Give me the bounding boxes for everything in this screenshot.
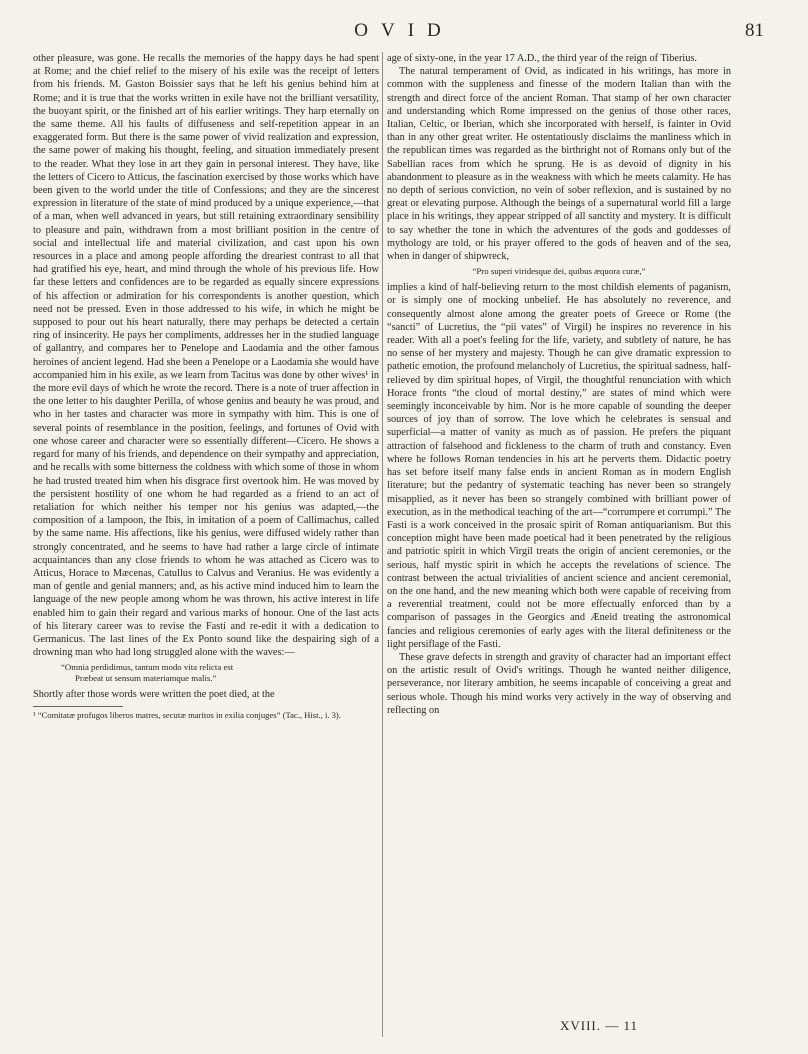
right-column: [387, 52, 731, 1037]
right-paragraph-4: These grave defects in strength and gravity of character had an important effect on the artistic result of Ovid's writings. Though he wanted neither diligence, perseverance, nor literary ambition, he seems incapable of conceiving a great and serious whole. Though his mind works very actively in the way of observing and reflecting on: [387, 651, 731, 716]
running-head: [0, 20, 808, 46]
quote-line-1: “Omnia perdidimus, tantum modo vita relicta est: [61, 662, 234, 673]
right-paragraph-1: age of sixty-one, in the year 17 A.D., the third year of the reign of Tiberius.: [387, 53, 697, 64]
left-column: [33, 52, 379, 1037]
signature-mark: XVIII. — 11: [560, 1018, 639, 1033]
footnote: ¹ “Comitatæ profugos liberos matres, secutæ maritos in exilia conjuges” (Tac., Hist., i. 3).: [33, 709, 341, 720]
latin-quote-ex-ponto: [61, 662, 379, 684]
running-title: OVID: [354, 20, 454, 41]
column-divider: [382, 52, 383, 1037]
page-number: 81: [745, 20, 764, 41]
quote-line-2: Præbeat ut sensum materiamque malis.”: [75, 673, 217, 684]
latin-quote-shipwreck: “Pro superi viridesque dei, quibus æquora curæ,”: [472, 266, 646, 277]
footnote-rule: [33, 706, 123, 707]
right-paragraph-2: The natural temperament of Ovid, as indicated in his writings, has more in common with the suppleness and finesse of the modern Italian than with the strength and direct force of the ancient Roman. That stamp of her own character and understanding which Rome impressed on the genius of those other races, Italian, Celtic, or Iberian, which she incorporated with herself, is fainter in Ovid than in any other great writer. He ostentatiously disclaims the manliness which in the republican times was regarded as the birthright not of Romans only but of the Sabellian races from which he sprung. He is as devoid of dignity in his abandonment to pleasure as in the weakness with which he meets calamity. He has no depth of serious conviction, no vein of sober reflexion, and is sustained by no great or elevating purpose. Although the beings of a supernatural world fill a large place in his writings, they appear stripped of all sanctity and mystery. It is difficult to say whether the tone in which the adventures of the gods and goddesses of mythology are told, or his prayer offered to the gods of heaven and of the sea, when in danger of shipwreck,: [387, 66, 731, 263]
left-paragraph-2: Shortly after those words were written the poet died, at the: [33, 689, 275, 701]
left-paragraph-1: other pleasure, was gone. He recalls the memories of the happy days he had spent at Rome; and the chief relief to the misery of his exile was the receipt of letters from his friends. M. Gaston Boissier says that he left his genius behind him at Rome; and it is true that the works written in exile have not the brilliant versatility, the buoyant spirit, or the finished art of his earlier writings. They harp eternally on the same theme. All his faults of diffuseness and self-repetition appear in an exaggerated form. But there is the same power of vivid realization and expression, the same power of making his thought, feeling, and situation immediately present to the reader. What they lose in art they gain in personal interest. They have, like the letters of Cicero to Atticus, the fascination exercised by those works which have been given to the world under the title of Confessions; and they are the sincerest expression in literature of the state of mind produced by a unique experience,—that of a man, when well advanced in years, but still retaining extraordinary sensibility to pleasure and pain, withdrawn from a most brilliant position in the centre of social and intellectual life and material civilization, and cast upon his own resources in a place and among people affording the dreariest contrast to all that had gratified his eye, heart, and mind through the whole of his previous life. How far these letters and confidences are to be regarded as equally sincere expressions of his affection or admiration for his correspondents is another question, which need not be pressed. Even in those addressed to his wife, in which he might be supposed to pour out his heart naturally, there may perhaps be detected a certain ring of insincerity. He pays her compliments, addresses her in the studied language of gallantry, and compares her to Penelope and Laodamia and the other famous heroines of ancient legend. Had she been a Penelope or a Laodamia she would have accompanied him in his exile, as we learn from Tacitus was done by other wives¹ in the more evil days of which he wrote the record. There is a note of truer affection in the one letter to his daughter Perilla, of whose genius and beauty he was proud, and who in her tastes and character was more in sympathy with him. This is one of several points of resemblance in the position, feelings, and fortunes of Ovid with one whose career and character were so essentially different—Cicero. He shows a regard for many of his friends, and dependence on their sympathy and appreciation, and he recalls with some bitterness the coldness with which some of those in whom he had trusted treated him when his disgrace first overtook him. He was moved by the persistent hostility of one whom he had regarded as a friend to an act of retaliation for which neither his temper nor his genius was adapted,—the composition of a lampoon, the Ibis, in imitation of a poem of Callimachus, called by the same name. His affections, like his genius, were diffused widely rather than strongly concentrated, and he seems to have had rather a large circle of intimate acquaintances than any close friends to whom he was attached as Cicero was to Atticus, Horace to Mæcenas, Catullus to Calvus and Veranius. He was evidently a man of gentle and genial manners; and, as his active mind induced him to learn the language of the new people among whom he was thrown, his active interest in life enabled him to gain their regard and various marks of honour. One of the last acts of his literary career was to revise the Fasti and re-edit it with a dedication to Germanicus. The last lines of the Ex Ponto sound like the despairing sigh of a drowning man who had long struggled alone with the waves:—: [33, 53, 379, 659]
right-paragraph-3: implies a kind of half-believing return to the most childish elements of paganism, or is simply one of mocking unbelief. He has absolutely no reverence, and consequently almost alone among the greater poets of Greece or Rome (the “sancti” of Lucretius, the “pii vates” of Virgil) he inspires no reverence in his reader. With all a poet's feeling for the life, variety, and subtlety of nature, he has no sense of her mystery and majesty. Though he can give dramatic expression to pathetic emotion, the profound melancholy of Lucretius, the spiritual sadness, half-relieved by dim spiritual hopes, of Virgil, the thoughtful renunciation with which Horace fronts “the cloud of mortal destiny,” are states of mind which were seemingly inconceivable by him. Nor is he more capable of sounding the deeper sources of joy than of sorrow. The love which he celebrates is sensual and superficial—a matter of vanity as much as of passion. He prefers the piquant attraction of falsehood and fickleness to the charm of truth and constancy. Even where he follows Roman tendencies in his art he perverts them. Didactic poetry has set before itself many false ends in ancient Roman as in modern English literature; but the pedantry of systematic teaching has never been so strangely misapplied, as it never has been so strangely combined with brilliant power of execution, as in the methodical teaching of the art—“corrumpere et corrumpi.” The Fasti is a work conceived in the prosaic spirit of Roman antiquarianism. But this conception might have been made poetical had it been penetrated by the religious and patriotic spirit in which Virgil treats the origin of ancient ceremonies, or the serious, half mystic spirit in which he accepts the revelations of science. The contrast between the actual trivialities of ancient science and ancient ceremonial, on the one hand, and the new meaning which both were capable of receiving from a reverential treatment, could not be more effectually enforced than by a comparison of passages in the Georgics and Æneid treating the astronomical fancies and religious ceremonies of early ages with the literal definiteness or the light persiflage of the Fasti.: [387, 282, 731, 650]
